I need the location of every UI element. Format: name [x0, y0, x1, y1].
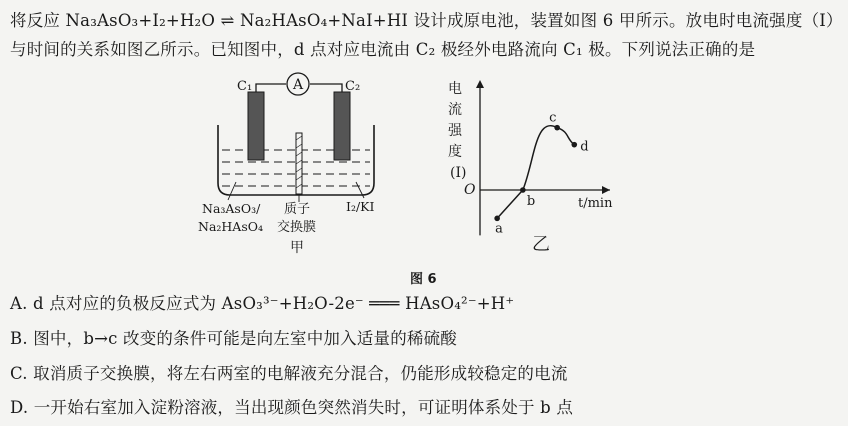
left-solution-label: Na₃AsO₃/ [202, 201, 261, 216]
chart-point-label-a: a [495, 221, 503, 237]
chart-point-a [494, 216, 500, 222]
question-line-2: 与时间的关系如图乙所示。已知图中，d 点对应电流由 C₂ 极经外电路流向 C₁ 极。下列说法正确的是 [10, 40, 756, 59]
option-b[interactable]: B. 图中，b→c 改变的条件可能是向左室中加入适量的稀硫酸 [10, 329, 457, 348]
chart-series-line [497, 126, 574, 219]
chart-ylabel [448, 80, 466, 181]
membrane-label-2: 交换膜 [277, 220, 317, 235]
chart-origin-label: O [464, 182, 476, 198]
chart-ylabel-char: 强 [448, 123, 462, 139]
figure-caption: 图 6 [410, 272, 437, 287]
chart-point-label-c: c [549, 110, 557, 126]
option-c[interactable]: C. 取消质子交换膜，将左右两室的电解液充分混合，仍能形成较稳定的电流 [10, 364, 568, 383]
chart-x-label: t/min [578, 196, 613, 211]
chart-ylabel-char: 度 [448, 144, 462, 160]
chart-ylabel-char: 电 [448, 81, 462, 97]
chart-ylabel-char: 流 [448, 102, 462, 118]
left-solution-label-2: Na₂HAsO₄ [198, 219, 264, 234]
chart-ylabel-char: (I) [450, 165, 467, 181]
option-a[interactable]: A. d 点对应的负极反应式为 AsO₃³⁻+H₂O-2e⁻ ═══ HAsO₄²⁻+H⁺ [10, 294, 515, 313]
c1-label: C₁ [237, 79, 253, 94]
chart-point-c [554, 125, 560, 131]
chart-x-arrow [602, 186, 610, 194]
caption-jia: 甲 [290, 240, 304, 256]
option-d[interactable]: D. 一开始右室加入淀粉溶液，当出现颜色突然消失时，可证明体系处于 b 点 [10, 398, 574, 417]
question-line-1: 将反应 Na₃AsO₃+I₂+H₂O ⇌ Na₂HAsO₄+NaI+HI 设计成原电池，装置如图 6 甲所示。放电时电流强度（I） [10, 11, 843, 30]
caption-yi: 乙 [532, 234, 550, 255]
membrane-label-1: 质子 [284, 202, 311, 217]
ammeter-label: A [292, 77, 304, 93]
chart-point-d [571, 142, 577, 148]
chart-point-label-d: d [580, 139, 589, 155]
chart-point-label-b: b [526, 194, 536, 209]
chart-point-b [520, 187, 526, 193]
c2-label: C₂ [345, 79, 361, 94]
chart-y-arrow [476, 80, 484, 88]
right-solution-label: I₂/KI [346, 199, 375, 214]
